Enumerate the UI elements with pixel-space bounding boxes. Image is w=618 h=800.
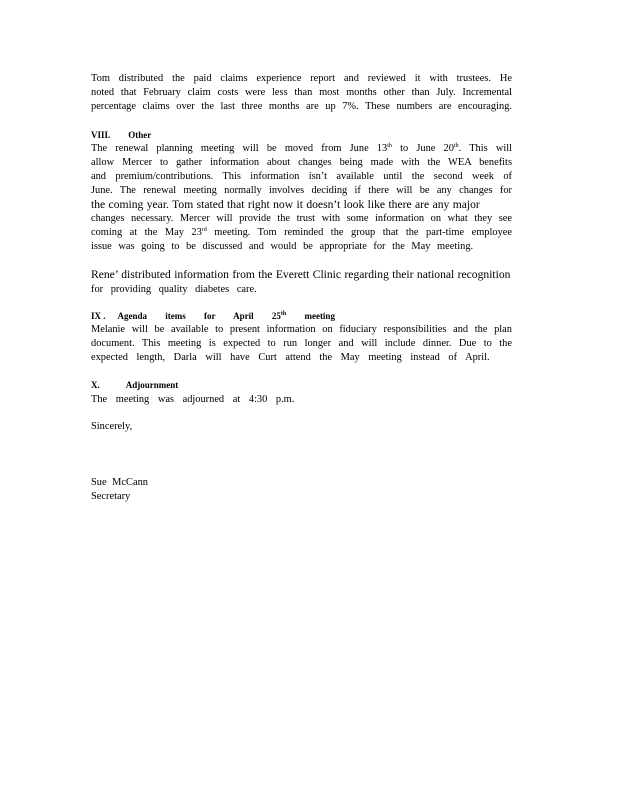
agenda-paragraph-line-1: Melanie will be available to present information on fiduciary responsibilities and the plan [91,324,512,335]
section-x-title: Adjournment [125,380,179,390]
signer-role: Secretary [91,491,131,502]
section-viii-heading [91,130,151,141]
section-viii-title: Other [128,130,152,140]
other-paragraph-line-4: June. The renewal meeting normally involves deciding if there will be any changes for [91,185,512,196]
other-paragraph-line-8: issue was going to be discussed and would be appropriate for the May meeting. [91,241,474,252]
claims-paragraph-line-3: percentage claims over the last three months are up 7%. These numbers are encouraging. [91,101,512,112]
claims-paragraph-line-2: noted that February claim costs were less than most months other than July. Incremental [91,87,512,98]
other-paragraph-line-3: and premium/contributions. This information isn’t available until the second week of [91,171,512,182]
adjournment-line: The meeting was adjourned at 4:30 p.m. [91,394,295,405]
section-x-heading [91,380,178,391]
other-paragraph-line-7: coming at the May 23rd meeting. Tom reminded the group that the part-time employee [91,227,512,238]
claims-paragraph-line-1: Tom distributed the paid claims experience report and reviewed it with trustees. He [91,73,512,84]
section-ix-heading [91,311,335,322]
agenda-paragraph-line-3: expected length, Darla will have Curt attend the May meeting instead of April. [91,352,490,363]
other-paragraph-line-5: the coming year. Tom stated that right now it doesn’t look like there are any major [91,198,480,211]
other-paragraph-line-1: The renewal planning meeting will be moved from June 13th to June 20th. This will [91,143,513,154]
signer-name: Sue McCann [91,477,148,488]
section-x-number: X. [91,380,100,390]
section-viii-number: VIII. [91,130,111,140]
rene-paragraph-line-1: Rene’ distributed information from the Everett Clinic regarding their national recognition [91,268,511,281]
section-ix-title: Agenda items for April 25th meeting [117,311,335,321]
agenda-paragraph-line-2: document. This meeting is expected to run longer and will include dinner. Due to the [91,338,512,349]
rene-paragraph-line-2: for providing quality diabetes care. [91,284,257,295]
section-ix-number: IX . [91,311,106,321]
closing-salutation: Sincerely, [91,421,133,432]
other-paragraph-line-2: allow Mercer to gather information about changes being made with the WEA benefits [91,157,512,168]
other-paragraph-line-6: changes necessary. Mercer will provide the trust with some information on what they see [91,213,512,224]
